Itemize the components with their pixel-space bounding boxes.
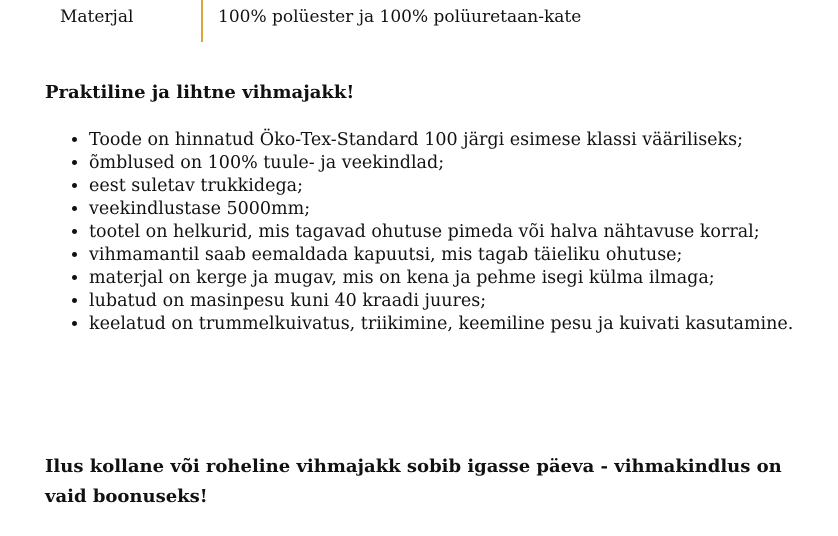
spec-label: Materjal	[60, 7, 134, 27]
feature-item: • õmblused on 100% tuule- ja veekindlad;	[89, 152, 838, 175]
feature-item: • veekindlustase 5000mm;	[89, 198, 838, 221]
feature-item: • vihmamantil saab eemaldada kapuutsi, mis tagab täieliku ohutuse;	[89, 244, 838, 267]
feature-list	[45, 129, 838, 336]
spec-row-material	[0, 0, 838, 42]
feature-item: • materjal on kerge ja mugav, mis on kena ja pehme isegi külma ilmaga;	[89, 267, 838, 290]
feature-item: • tootel on helkurid, mis tagavad ohutuse pimeda või halva nähtavuse korral;	[89, 221, 838, 244]
intro-heading: Praktiline ja lihtne vihmajakk!	[45, 82, 355, 103]
spec-value: 100% polüester ja 100% polüuretaan-kate	[218, 7, 582, 27]
feature-item: • lubatud on masinpesu kuni 40 kraadi juures;	[89, 290, 838, 313]
feature-item: • eest suletav trukkidega;	[89, 175, 838, 198]
feature-item: • Toode on hinnatud Öko-Tex-Standard 100 järgi esimese klassi vääriliseks;	[89, 129, 838, 152]
spec-divider	[201, 0, 203, 42]
feature-item: • keelatud on trummelkuivatus, triikimine, keemiline pesu ja kuivati kasutamine.	[89, 313, 838, 336]
closing-statement: Ilus kollane või roheline vihmajakk sobib igasse päeva - vihmakindlus on vaid boonuseks!	[45, 456, 782, 507]
